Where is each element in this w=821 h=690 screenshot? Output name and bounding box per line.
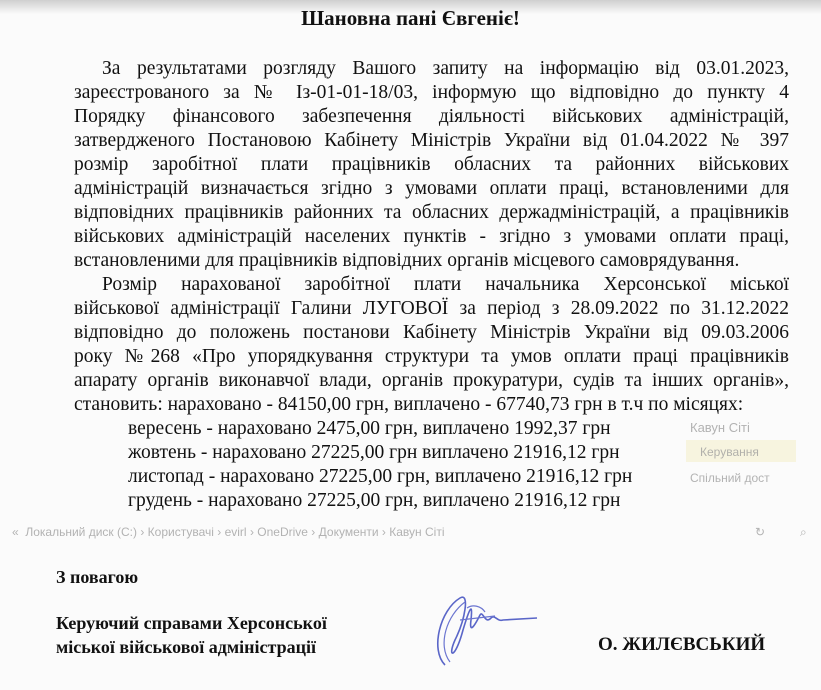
letter-line: військової адміністрації Галини ЛУГОВОЇ за період з 28.09.2022 по 31.12.2022 [74,298,789,319]
letter-line: адміністрацій визначається згідно з умовами оплати праці, встановленими для [74,178,789,199]
breadcrumb-item: Користувачі [147,525,214,539]
month-line: грудень - нараховано 27225,00 грн, виплачено 21916,12 грн [128,490,621,511]
month-line: жовтень - нараховано 27225,00 грн виплачено 21916,12 грн [128,442,620,463]
letter-line: апарату органів виконавчої влади, органів прокуратури, судів та інших органів», [74,370,789,391]
back-chevron-icon: « [12,525,19,539]
signatory-name: О. ЖИЛЄВСЬКИЙ [598,634,766,655]
refresh-icon: ↻ [755,525,766,539]
ribbon-label-ghost: Керування [700,445,759,459]
signature-image [425,590,545,670]
folder-title-ghost: Кавун Сіті [690,420,750,435]
breadcrumb-item: Кавун Сіті [389,525,445,539]
breadcrumb-item: evirl [224,525,247,539]
letter-line: встановленими для працівників відповідних органів місцевого самоврядування. [74,250,740,271]
letter-line: відповідних працівників районних та обласних держадміністрацій, а працівників [74,202,789,223]
position-line-1: Керуючий справами Херсонської [56,613,327,633]
letter-line: затвердженого Постановою Кабінету Міністрів України від 01.04.2022 № 397 [74,130,789,151]
breadcrumb-item: Документи [318,525,379,539]
letter-line: військових адміністрацій населених пунктів - згідно з умовами оплати праці, [74,226,789,247]
sidebar-item-ghost: Спільний дост [690,471,770,485]
breadcrumb-item: OneDrive [257,525,308,539]
month-line: листопад - нараховано 27225,00 грн, виплачено 21916,12 грн [128,466,633,487]
letter-line: відповідно до положень постанови Кабінету Міністрів України від 09.03.2006 [74,322,789,343]
letter-line: зареєстрованого за № Із-01-01-18/03, інформую що відповідно до пункту 4 [74,82,789,103]
letter-line: Порядку фінансового забезпечення діяльності військових адміністрацій, [74,106,789,127]
position-line-2: міської військової адміністрації [56,637,316,657]
breadcrumb-ghost: « Локальний диск (C:) › Користувачі › evirl › OneDrive › Документи › Кавун Сіті [12,525,445,539]
letter-line: Розмір нарахованої заробітної плати начальника Херсонської міської [102,274,789,295]
salutation: Шановна пані Євгеніє! [301,6,520,30]
breadcrumb-item: Локальний диск (C:) [25,525,137,539]
letter-line: становить: нараховано - 84150,00 грн, виплачено - 67740,73 грн в т.ч по місяцях: [74,394,744,415]
letter-line: За результатами розгляду Вашого запиту на інформацію від 03.01.2023, [102,58,789,79]
month-line: вересень - нараховано 2475,00 грн, виплачено 1992,37 грн [128,418,611,439]
closing: З повагою [56,567,139,587]
search-icon: ⌕ [800,525,807,539]
letter-line: року №268 «Про упорядкування структури та умов оплати праці працівників [74,346,789,367]
letter-line: розмір заробітної плати працівників обласних та районних військових [74,154,789,175]
